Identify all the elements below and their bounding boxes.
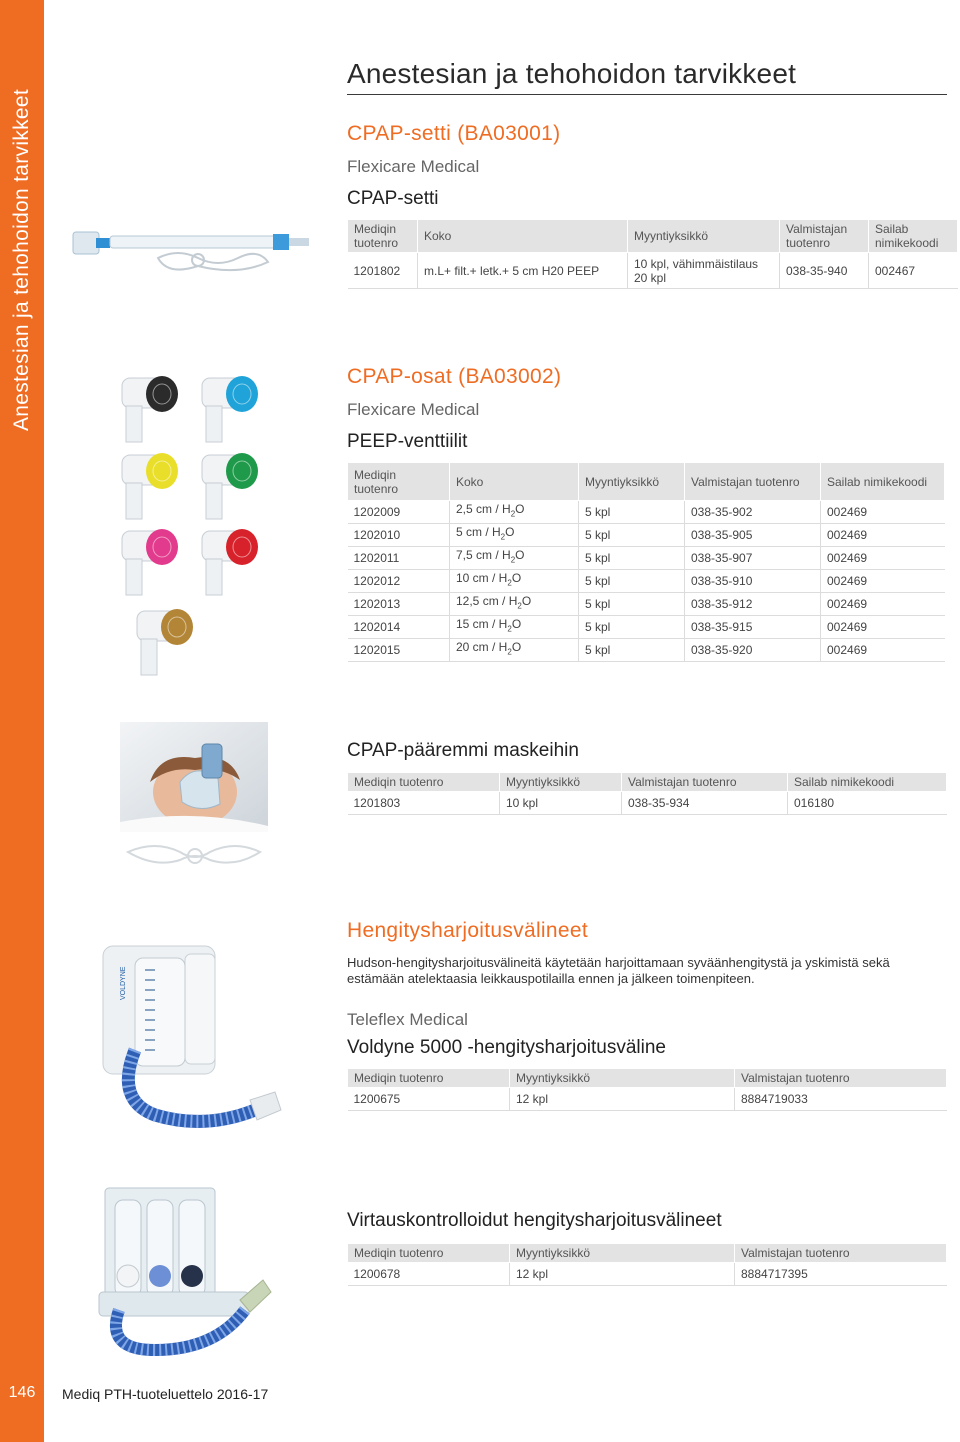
cpap-setti-title: CPAP-setti (BA03001) xyxy=(347,122,561,145)
table-cell: 038-35-940 xyxy=(780,253,869,289)
table-cell: 8884719033 xyxy=(735,1088,947,1111)
table-header: Sailab nimikekoodi xyxy=(821,463,945,501)
table-cell: 2,5 cm / $H_2O$ xyxy=(450,501,579,524)
table-cell: 1202015 xyxy=(348,639,450,662)
table-header: Myyntiyksikkö xyxy=(628,220,780,253)
table-row xyxy=(348,1263,947,1286)
table-cell: 7,5 cm / $H_2O$ xyxy=(450,547,579,570)
table-cell: m.L+ filt.+ letk.+ 5 cm H20 PEEP xyxy=(418,253,628,289)
hengitys-maker: Teleflex Medical xyxy=(347,1010,468,1029)
table-header: Mediqin tuotenro xyxy=(348,220,418,253)
table-cell: 1201803 xyxy=(348,792,500,815)
table-header: Mediqin tuotenro xyxy=(348,463,450,501)
table-header: Mediqin tuotenro xyxy=(348,1069,510,1088)
sidebar xyxy=(0,0,44,1442)
table-row xyxy=(348,593,945,616)
table-cell: 1202009 xyxy=(348,501,450,524)
page-title: Anestesian ja tehohoidon tarvikkeet xyxy=(347,58,947,95)
table-row xyxy=(348,501,945,524)
table-header: Valmistajan tuotenro xyxy=(780,220,869,253)
table-cell: 10 kpl xyxy=(500,792,622,815)
table-cell: 038-35-920 xyxy=(685,639,821,662)
table-header: Valmistajan tuotenro xyxy=(735,1069,947,1088)
table-cell: 002469 xyxy=(821,639,945,662)
table-header: Sailab nimikekoodi xyxy=(788,773,947,792)
cpap-setti-maker: Flexicare Medical xyxy=(347,157,480,176)
footer-text: Mediq PTH-tuoteluettelo 2016-17 xyxy=(62,1386,269,1402)
hengitys-title: Hengitysharjoitusvälineet xyxy=(347,919,588,942)
table-cell: 002467 xyxy=(869,253,958,289)
sidebar-title: Anestesian ja tehohoidon tarvikkeet xyxy=(10,88,33,432)
table-header: Myyntiyksikkö xyxy=(510,1069,735,1088)
table-cell: 12 kpl xyxy=(510,1088,735,1111)
table-cell: 5 kpl xyxy=(579,570,685,593)
table-cell: 5 kpl xyxy=(579,593,685,616)
peep-table xyxy=(347,462,945,662)
table-cell: 1202010 xyxy=(348,524,450,547)
table-cell: 002469 xyxy=(821,524,945,547)
voldyne-product: Voldyne 5000 -hengitysharjoitusväline xyxy=(347,1037,666,1058)
table-cell: 12 kpl xyxy=(510,1263,735,1286)
table-row xyxy=(348,547,945,570)
triflo-image xyxy=(95,1180,285,1360)
table-cell: 002469 xyxy=(821,593,945,616)
table-cell: 038-35-912 xyxy=(685,593,821,616)
table-cell: 002469 xyxy=(821,547,945,570)
cpap-paaremmi-product: CPAP-pääremmi maskeihin xyxy=(347,740,579,761)
table-header: Myyntiyksikkö xyxy=(510,1244,735,1263)
table-cell: 1202014 xyxy=(348,616,450,639)
virtaus-product: Virtauskontrolloidut hengitysharjoitusvälineet xyxy=(347,1210,722,1231)
table-header: Mediqin tuotenro xyxy=(348,1244,510,1263)
table-cell: 10 kpl, vähimmäistilaus 20 kpl xyxy=(628,253,780,289)
peep-valve xyxy=(202,453,258,519)
table-cell: 5 kpl xyxy=(579,524,685,547)
cpap-osat-product: PEEP-venttiilit xyxy=(347,431,468,452)
table-header: Mediqin tuotenro xyxy=(348,773,500,792)
hengitys-description: Hudson-hengitysharjoitusvälineitä käytetään harjoittamaan syväänhengitystä ja yskimistä sekä estämään atelektaasia leikkauspotilailla ennen ja jälkeen toimenpiteen. xyxy=(347,955,890,986)
table-cell: 1202012 xyxy=(348,570,450,593)
table-cell: 12,5 cm / $H_2O$ xyxy=(450,593,579,616)
table-header: Myyntiyksikkö xyxy=(500,773,622,792)
table-cell: 5 cm / $H_2O$ xyxy=(450,524,579,547)
patient-mask-image xyxy=(120,722,270,872)
table-header: Sailab nimikekoodi xyxy=(869,220,958,253)
virtaus-table xyxy=(347,1243,947,1286)
table-row xyxy=(348,639,945,662)
table-row xyxy=(348,253,958,289)
table-header: Myyntiyksikkö xyxy=(579,463,685,501)
voldyne-label: VOLDYNE xyxy=(120,966,127,1000)
table-cell: 038-35-910 xyxy=(685,570,821,593)
table-cell: 016180 xyxy=(788,792,947,815)
table-header: Valmistajan tuotenro xyxy=(685,463,821,501)
cpap-osat-title: CPAP-osat (BA03002) xyxy=(347,365,562,388)
table-cell: 8884717395 xyxy=(735,1263,947,1286)
table-cell: 5 kpl xyxy=(579,547,685,570)
peep-valves-image xyxy=(105,365,275,685)
peep-valve xyxy=(122,376,178,442)
peep-valve xyxy=(122,529,178,595)
table-cell: 1200675 xyxy=(348,1088,510,1111)
table-cell: 20 cm / $H_2O$ xyxy=(450,639,579,662)
cpap-paaremmi-table xyxy=(347,772,947,815)
peep-valve xyxy=(202,529,258,595)
cpap-set-image xyxy=(68,214,318,276)
peep-valve xyxy=(202,376,258,442)
peep-valve xyxy=(122,453,178,519)
table-cell: 038-35-905 xyxy=(685,524,821,547)
table-cell: 1201802 xyxy=(348,253,418,289)
table-header: Valmistajan tuotenro xyxy=(622,773,788,792)
table-cell: 1202013 xyxy=(348,593,450,616)
table-cell: 15 cm / $H_2O$ xyxy=(450,616,579,639)
table-cell: 5 kpl xyxy=(579,639,685,662)
table-row xyxy=(348,524,945,547)
page-number: 146 xyxy=(8,1384,36,1401)
table-cell: 5 kpl xyxy=(579,501,685,524)
table-cell: 038-35-902 xyxy=(685,501,821,524)
table-header: Koko xyxy=(450,463,579,501)
table-cell: 002469 xyxy=(821,570,945,593)
table-cell: 1202011 xyxy=(348,547,450,570)
cpap-setti-table xyxy=(347,219,958,289)
table-cell: 002469 xyxy=(821,616,945,639)
table-cell: 038-35-907 xyxy=(685,547,821,570)
table-header: Koko xyxy=(418,220,628,253)
table-row xyxy=(348,792,947,815)
table-cell: 1200678 xyxy=(348,1263,510,1286)
table-cell: 038-35-915 xyxy=(685,616,821,639)
cpap-setti-product: CPAP-setti xyxy=(347,188,439,209)
voldyne-image xyxy=(95,940,285,1140)
table-cell: 5 kpl xyxy=(579,616,685,639)
table-header: Valmistajan tuotenro xyxy=(735,1244,947,1263)
voldyne-table xyxy=(347,1068,947,1111)
cpap-osat-maker: Flexicare Medical xyxy=(347,400,480,419)
table-row xyxy=(348,570,945,593)
table-cell: 002469 xyxy=(821,501,945,524)
table-cell: 038-35-934 xyxy=(622,792,788,815)
table-row xyxy=(348,1088,947,1111)
peep-valve xyxy=(137,609,193,675)
table-row xyxy=(348,616,945,639)
table-cell: 10 cm / $H_2O$ xyxy=(450,570,579,593)
